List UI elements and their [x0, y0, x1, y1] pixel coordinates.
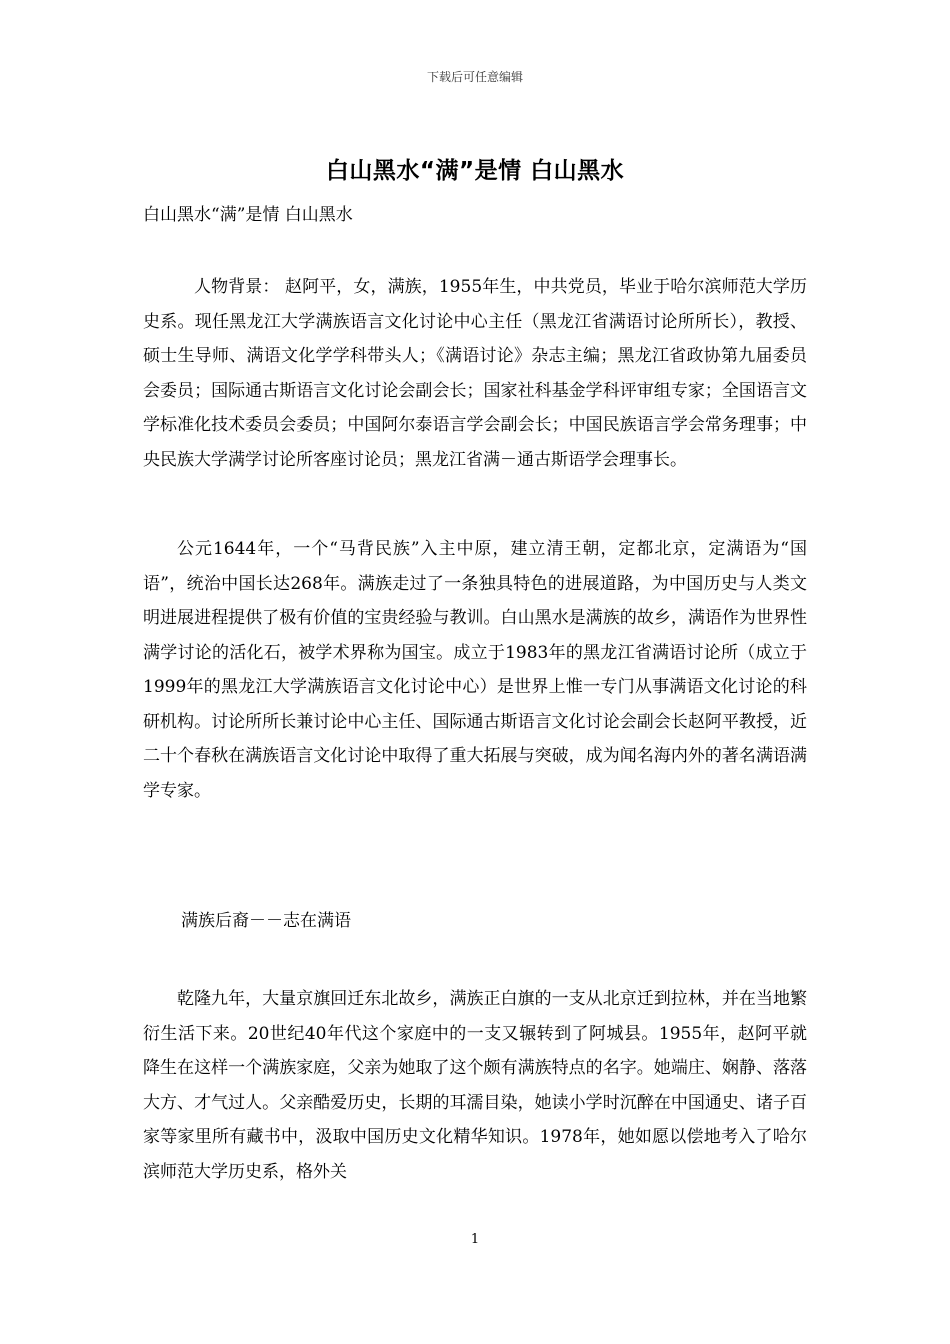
document-subtitle: 白山黑水“满”是情 白山黑水	[143, 205, 353, 225]
intro-section	[143, 532, 807, 808]
history-section	[143, 982, 807, 1189]
bio-section	[143, 270, 807, 477]
bio-paragraph: 人物背景： 赵阿平，女，满族，1955年生，中共党员，毕业于哈尔滨师范大学历史系。现任黑龙江大学满族语言文化讨论中心主任（黑龙江省满语讨论所所长），教授、硕士生导师、满语文化学学科带头人；《满语讨论》杂志主编；黑龙江省政协第九届委员会委员；国际通古斯语言文化讨论会副会长；国家社科基金学科评审组专家；全国语言文学标准化技术委员会委员；中国阿尔泰语言学会副会长；中国民族语言学会常务理事；中央民族大学满学讨论所客座讨论员；黑龙江省满－通古斯语学会理事长。	[143, 277, 807, 470]
section-heading: 满族后裔－－志在满语	[181, 911, 351, 931]
page-number: 1	[470, 1232, 480, 1247]
document-title: 白山黑水“满”是情 白山黑水	[325, 158, 625, 184]
intro-paragraph: 公元1644年，一个“马背民族”入主中原，建立清王朝，定都北京，定满语为“国语”，统治中国长达268年。满族走过了一条独具特色的进展道路，为中国历史与人类文明进展进程提供了极有价值的宝贵经验与教训。白山黑水是满族的故乡，满语作为世界性满学讨论的活化石，被学术界称为国宝。成立于1983年的黑龙江省满语讨论所（成立于1999年的黑龙江大学满族语言文化讨论中心）是世界上惟一专门从事满语文化讨论的科研机构。讨论所所长兼讨论中心主任、国际通古斯语言文化讨论会副会长赵阿平教授，近二十个春秋在满族语言文化讨论中取得了重大拓展与突破，成为闻名海内外的著名满语满学专家。	[143, 539, 807, 801]
page-header-note: 下载后可任意编辑	[426, 70, 523, 84]
history-paragraph: 乾隆九年，大量京旗回迁东北故乡，满族正白旗的一支从北京迁到拉林，并在当地繁衍生活下来。20世纪40年代这个家庭中的一支又辗转到了阿城县。1955年，赵阿平就降生在这样一个满族家庭，父亲为她取了这个颇有满族特点的名字。她端庄、娴静、落落大方、才气过人。父亲酷爱历史，长期的耳濡目染，她读小学时沉醉在中国通史、诸子百家等家里所有藏书中，汲取中国历史文化精华知识。1978年，她如愿以偿地考入了哈尔滨师范大学历史系，格外关	[143, 989, 807, 1182]
